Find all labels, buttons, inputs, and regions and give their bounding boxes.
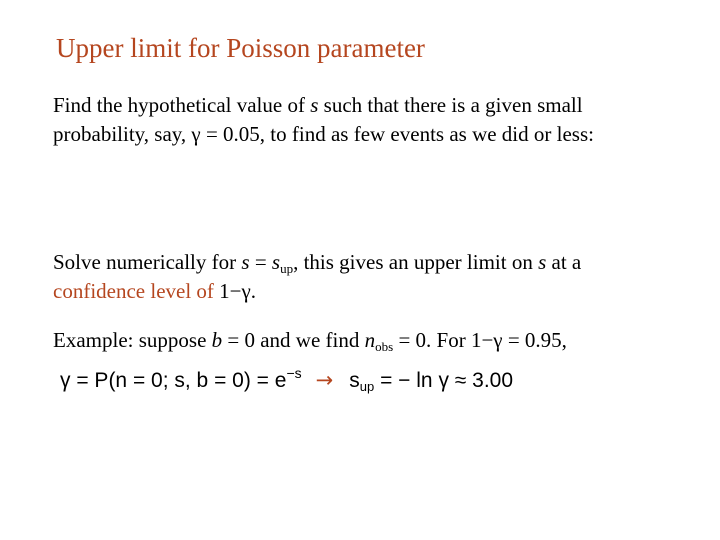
paragraph-line: probability, say, γ = 0.05, to find as few events as we did or less:	[53, 122, 594, 146]
paragraph-example: Example: suppose b = 0 and we find $n_{obs} = 0$. For 1−γ = 0.95,	[53, 328, 567, 354]
paragraph-line: Solve numerically for $s = s_{up}$, this gives an upper limit on s at a	[53, 250, 582, 276]
slide-title: Upper limit for Poisson parameter	[56, 33, 425, 63]
paragraph-solve-numerically	[53, 248, 581, 306]
arrow-icon: →	[315, 368, 334, 392]
paragraph-line: Find the hypothetical value of s such that there is a given small	[53, 93, 583, 117]
formula-upper-limit: γ = P(n = 0; s, $b = 0) = e^{-s} \to s_{up}$ = − ln γ ≈ 3.00	[60, 365, 514, 394]
paragraph-line: confidence level of 1−γ.	[53, 279, 257, 303]
paragraph-find-value	[53, 91, 594, 149]
